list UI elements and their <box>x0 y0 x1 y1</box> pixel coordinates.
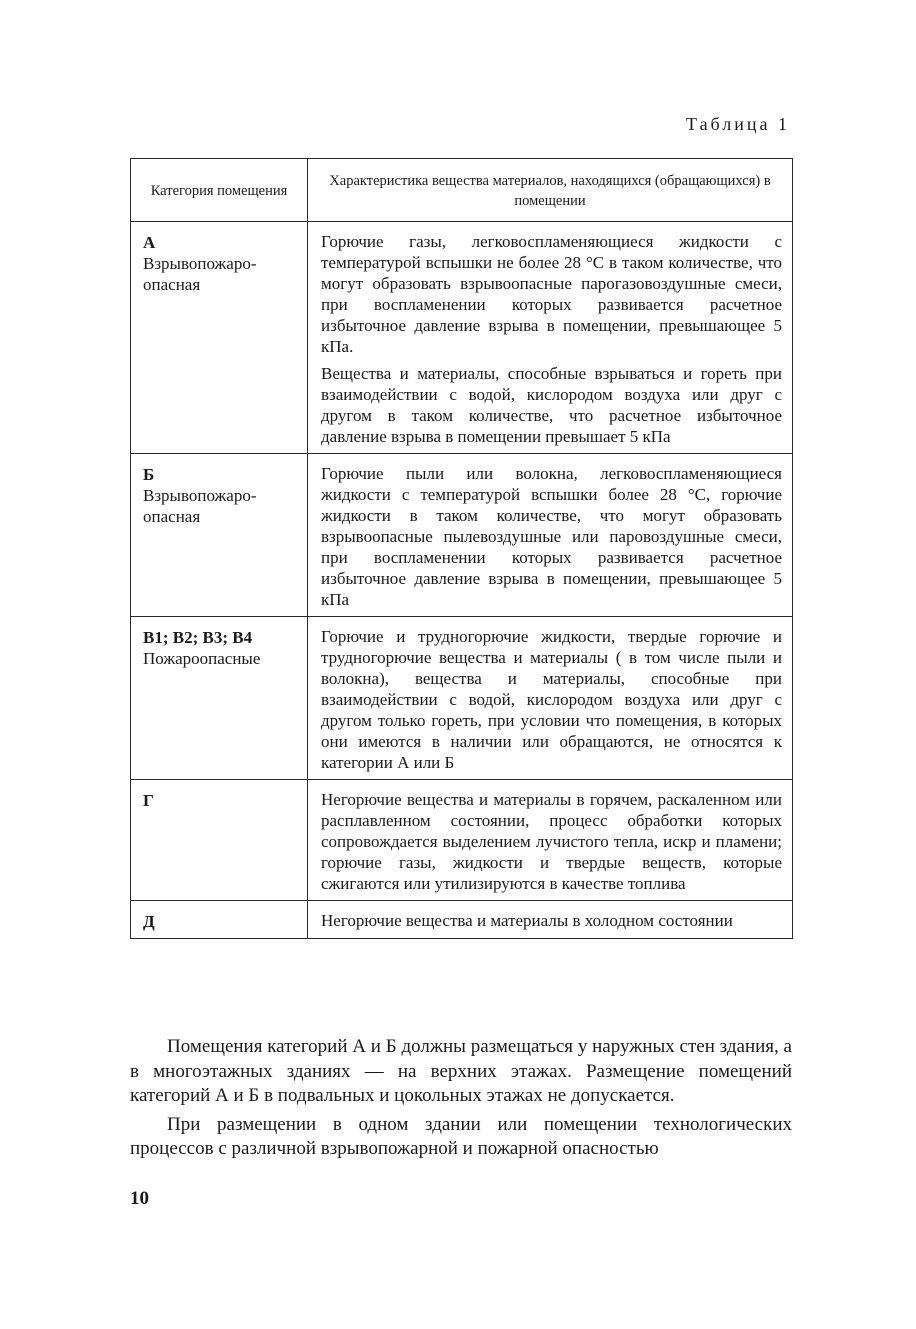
category-cell <box>131 454 308 617</box>
category-code: Б <box>143 465 155 484</box>
table-row <box>131 222 793 454</box>
category-table <box>130 158 793 939</box>
description-paragraph: Горючие газы, легковоспламеняющиеся жидкости с температурой вспышки не более 28 °С в таком количестве, что могут образовать взрывоопасные парогазовоздушные смеси, при воспламенении которых развивается расчетное избыточное давление взрыва в помещении, превышающее 5 кПа. <box>321 232 782 356</box>
category-code: Д <box>143 912 155 931</box>
description-paragraph: Негорючие вещества и материалы в холодном состоянии <box>321 911 733 930</box>
body-text <box>130 1035 792 1166</box>
description-paragraph: Вещества и материалы, способные взрываться и гореть при взаимодействии с водой, кислородом воздуха или друг с другом в таком количестве, что расчетное избыточное давление взрыва в помещении превышает 5 кПа <box>321 364 782 446</box>
table-header-row <box>131 159 793 222</box>
description-cell <box>308 780 793 901</box>
body-paragraph: При размещении в одном здании или помещении технологических процессов с различной взрывопожарной и пожарной опасностью <box>130 1113 792 1159</box>
description-paragraph: Негорючие вещества и материалы в горячем, раскаленном или расплавленном состоянии, процесс обработки которых сопровождается выделением лучистого тепла, искр и пламени; горючие газы, жидкости и твердые веществ, которые сжигаются или утилизируются в качестве топлива <box>321 790 782 893</box>
page-number: 10 <box>130 1188 149 1209</box>
description-cell <box>308 222 793 454</box>
table-row <box>131 617 793 780</box>
table-caption: Таблица 1 <box>686 114 790 134</box>
table-row <box>131 780 793 901</box>
description-paragraph: Горючие и трудногорючие жидкости, твердые горючие и трудногорючие вещества и материалы ( в том числе пыли и волокна), вещества и материалы, способные при взаимодействии с водой, кислородом воздуха или друг с другом только гореть, при условии что помещения, в которых они имеются в наличии или обращаются, не относятся к категории А или Б <box>321 627 782 772</box>
description-paragraph: Горючие пыли или волокна, легковоспламеняющиеся жидкости с температурой вспышки более 28 °С, горючие жидкости в таком количестве, что могут образовать взрывоопасные пылевоздушные или паровоздушные смеси, при воспламенении которых развивается расчетное избыточное давление взрыва в помещении, превышающее 5 кПа <box>321 464 782 609</box>
category-code: А <box>143 233 156 252</box>
category-cell <box>131 901 308 939</box>
category-name: Взрывопожаро-опасная <box>143 486 257 526</box>
header-category: Категория помещения <box>131 159 308 222</box>
category-cell <box>131 222 308 454</box>
category-cell <box>131 780 308 901</box>
category-name: Пожароопасные <box>143 649 261 668</box>
description-cell <box>308 454 793 617</box>
category-cell <box>131 617 308 780</box>
category-code: В1; В2; В3; В4 <box>143 628 253 647</box>
description-cell <box>308 617 793 780</box>
table-row <box>131 901 793 939</box>
description-cell <box>308 901 793 939</box>
category-name: Взрывопожаро-опасная <box>143 254 257 294</box>
table-row <box>131 454 793 617</box>
category-code: Г <box>143 791 154 810</box>
header-characteristic: Характеристика вещества материалов, находящихся (обращающихся) в помещении <box>308 159 793 222</box>
body-paragraph: Помещения категорий А и Б должны размещаться у наружных стен здания, а в многоэтажных зданиях — на верхних этажах. Размещение помещений категорий А и Б в подвальных и цокольных этажах не допускается. <box>130 1036 792 1106</box>
